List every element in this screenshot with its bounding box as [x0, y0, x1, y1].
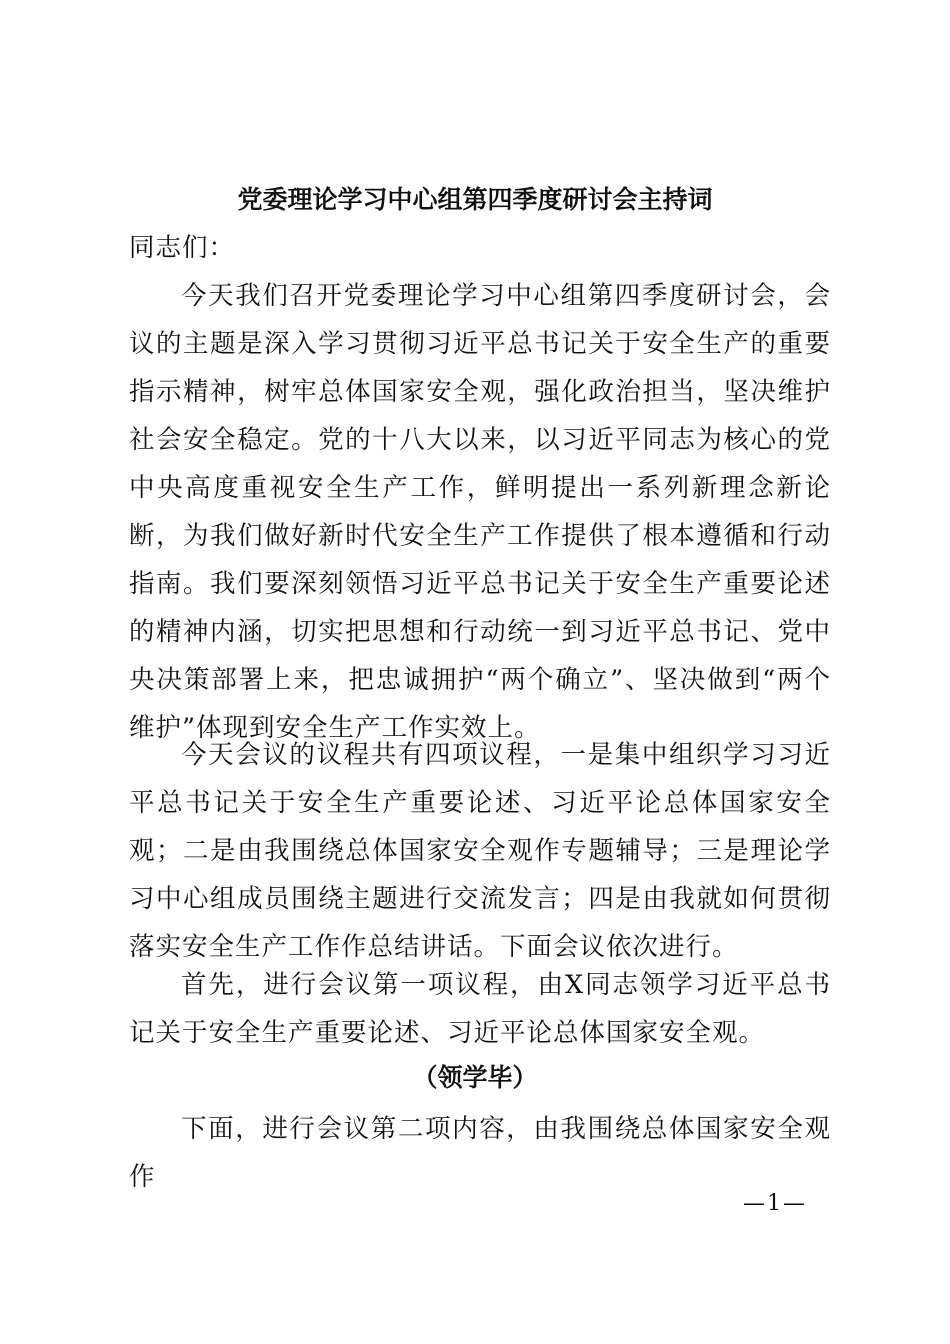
paragraph-3: 首先，进行会议第一项议程，由X同志领学习近平总书记关于安全生产重要论述、习近平论总体国家安全观。 — [129, 970, 831, 1048]
salutation: 同志们： — [129, 233, 236, 263]
paragraph-2: 今天会议的议程共有四项议程，一是集中组织学习习近平总书记关于安全生产重要论述、习近平论总体国家安全观；二是由我围绕总体国家安全观作专题辅导；三是理论学习中心组成员围绕主题进行交流发言；四是由我就如何贯彻落实安全生产工作作总结讲话。下面会议依次进行。 — [129, 740, 831, 962]
page-number: —1— — [743, 1191, 807, 1216]
document-title: 党委理论学习中心组第四季度研讨会主持词 — [237, 185, 713, 214]
paragraph-1: 今天我们召开党委理论学习中心组第四季度研讨会，会议的主题是深入学习贯彻习近平总书记关于安全生产的重要指示精神，树牢总体国家安全观，强化政治担当，坚决维护社会安全稳定。党的十八大以来，以习近平同志为核心的党中央高度重视安全生产工作，鲜明提出一系列新理念新论断，为我们做好新时代安全生产工作提供了根本遵循和行动指南。我们要深刻领悟习近平总书记关于安全生产重要论述的精神内涵，切实把思想和行动统一到习近平总书记、党中央决策部署上来，把忠诚拥护“两个确立”、坚决做到“两个维护”体现到安全生产工作实效上。 — [129, 281, 831, 743]
center-note: （领学毕） — [412, 1063, 538, 1092]
paragraph-4: 下面，进行会议第二项内容，由我围绕总体国家安全观作 — [129, 1114, 831, 1192]
